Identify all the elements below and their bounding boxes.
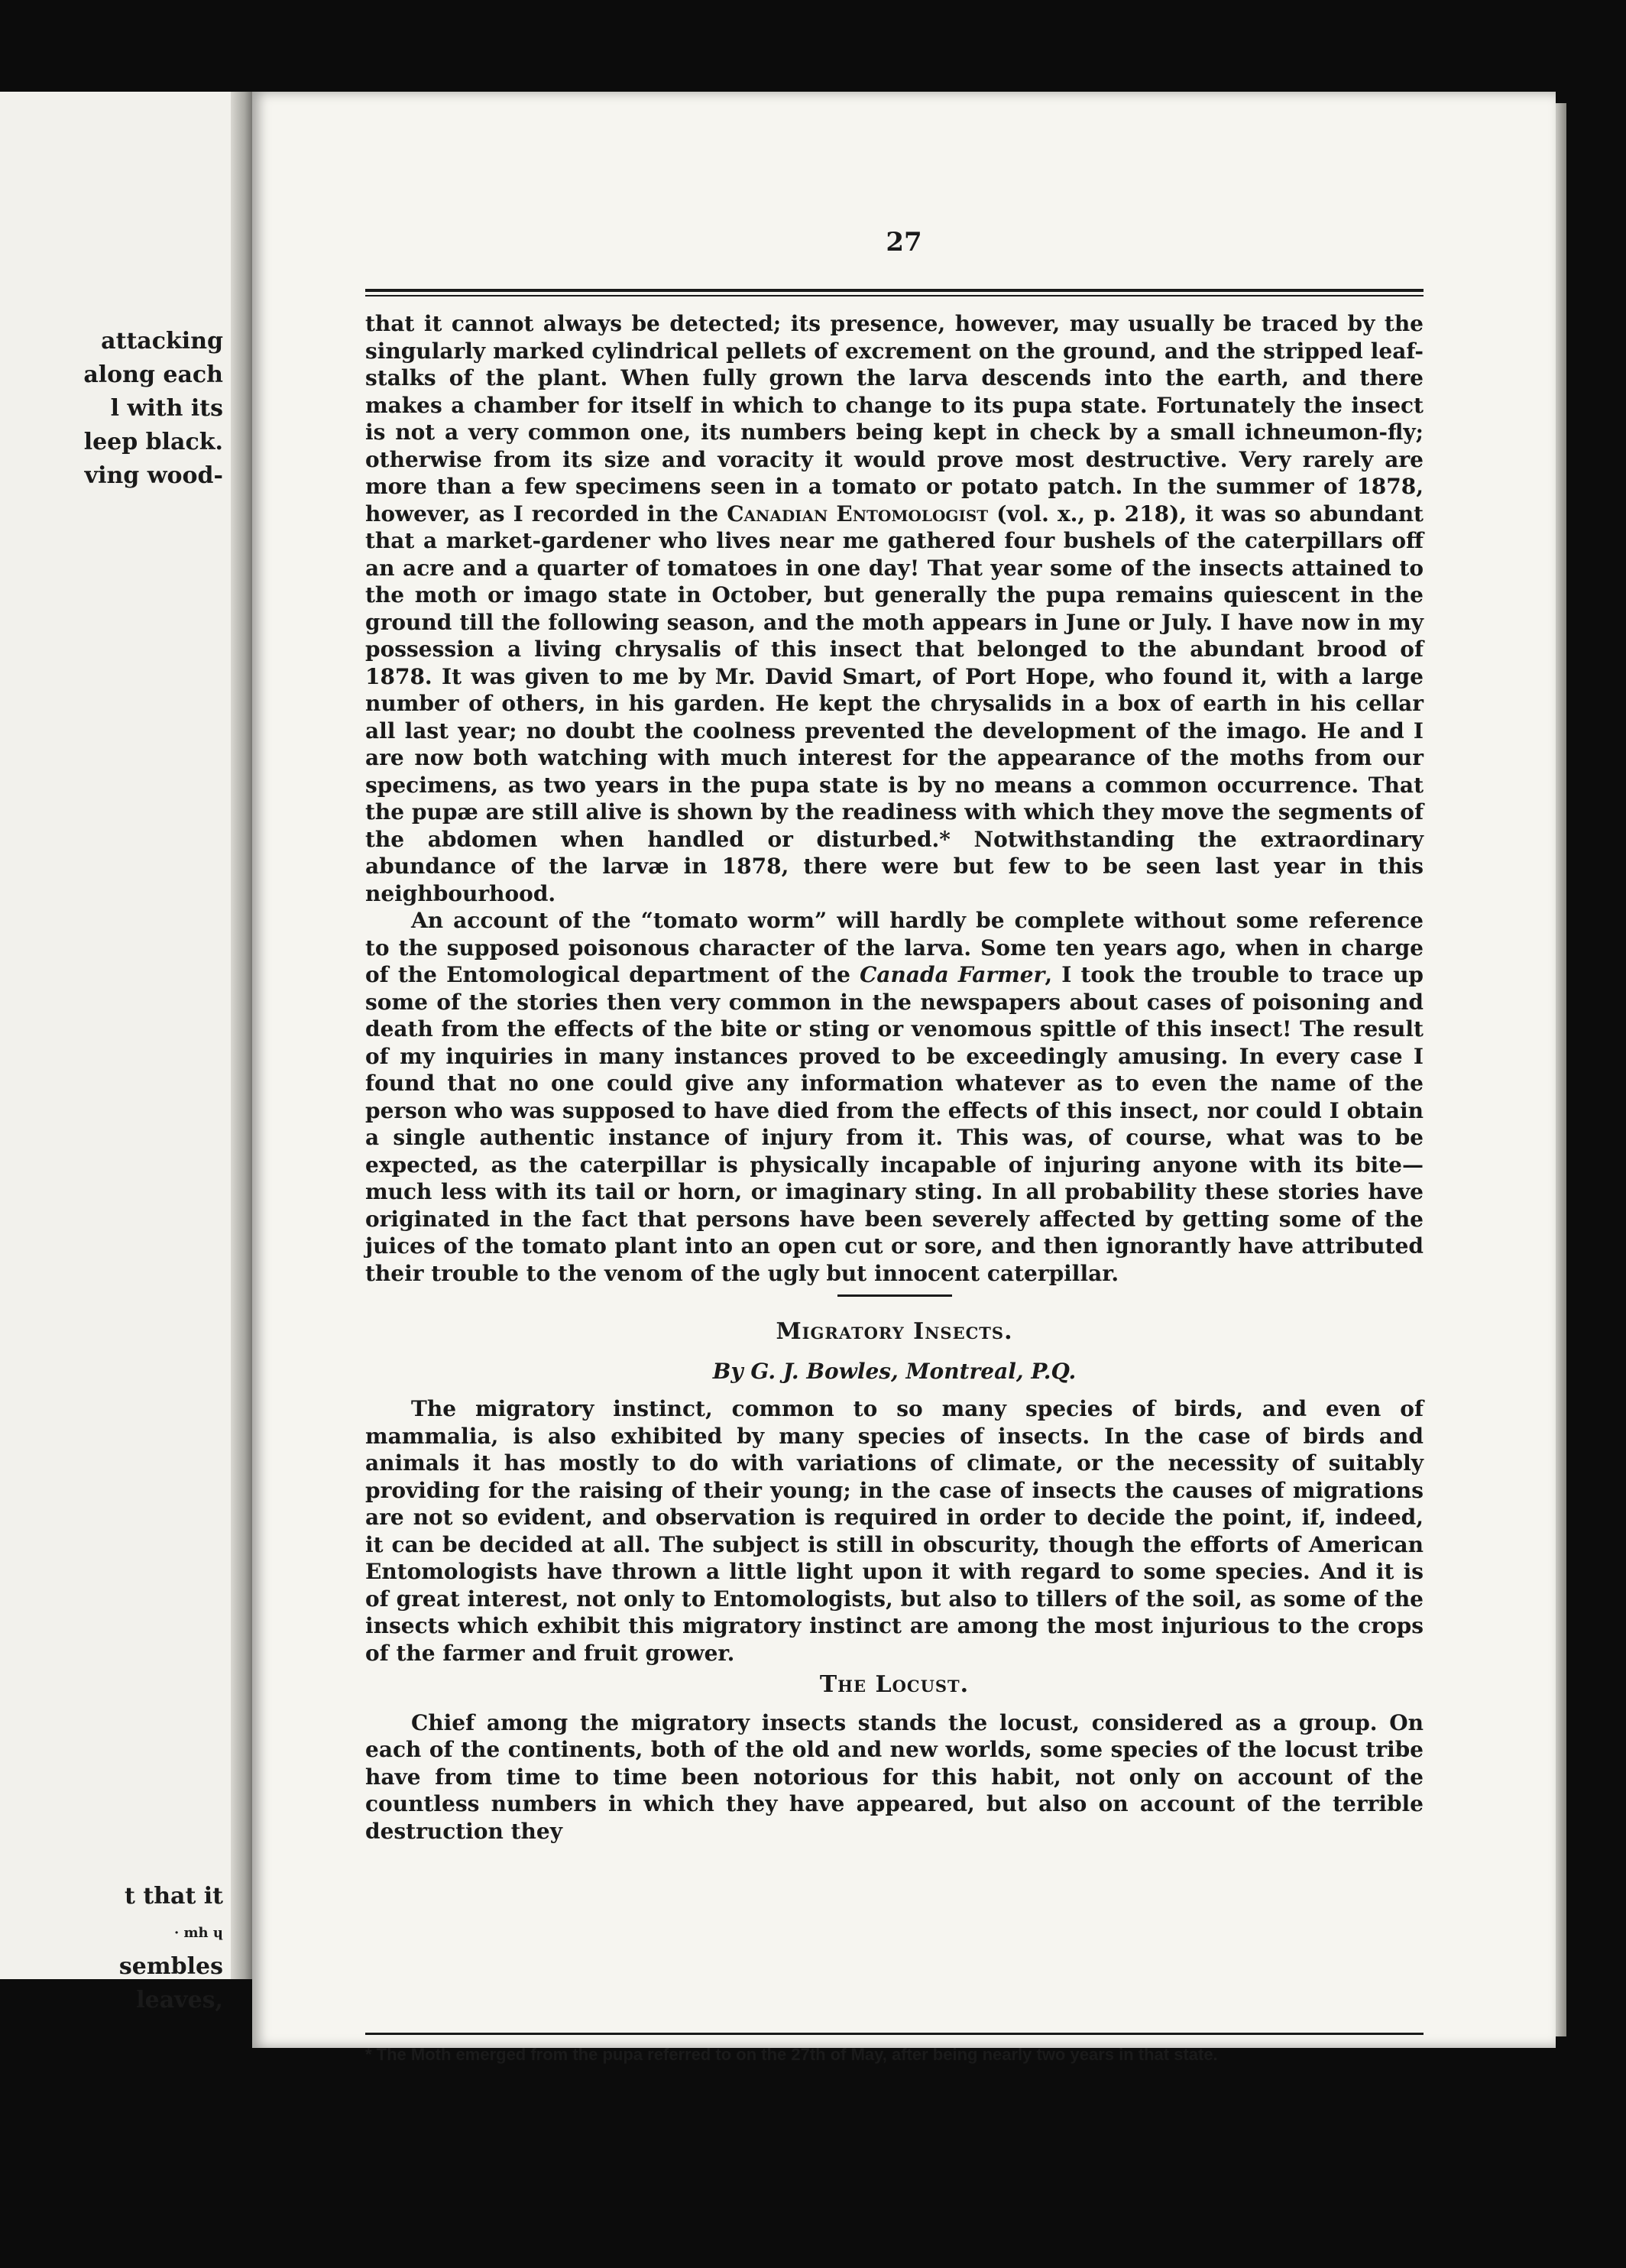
subsection-title: The Locust. [819, 1671, 970, 1698]
header-rule-thin [365, 295, 1424, 296]
newspaper-name: Canada Farmer [860, 962, 1045, 987]
text-column [365, 310, 1424, 1845]
paragraph-tomato-worm-continued: that it cannot always be detected; its presence, however, may usually be traced by the singularly marked cylindrical pellets of excrement on the ground, and the stripped leaf-stalks of the plant. When fully grown the larva descends into the earth, and there makes a chamber for itself in which to change to its pupa state. Fortunately the insect is not a very common one, its numbers being kept in check by a small ichneumon-fly; otherwise from its size and voracity it would prove most destructive. Very rarely are more than a few specimens seen in a tomato or potato patch. In the summer of 1878, however, as I recorded in the Canadian Entomologist (vol. x., p. 218), it was so abundant that a market-gardener who lives near me gathered four bushels of the caterpillars off an acre and a quarter of tomatoes in one day! That year some of the insects attained to the moth or imago state in October, but generally the pupa remains quiescent in the ground till the following season, and the moth appears in June or July. I have now in my possession a living chrysalis of this insect that belonged to the abundant brood of 1878. It was given to me by Mr. David Smart, of Port Hope, who found it, with a large number of others, in his garden. He kept the chrysalids in a box of earth in his cellar all last year; no doubt the coolness prevented the development of the imago. He and I are now both watching with much interest for the appearance of the moths from our specimens, as two years in the pupa state is by no means a common occurrence. That the pupæ are still alive is shown by the readiness with which they move the segments of the abdomen when handled or disturbed.* Notwithstanding the extraordinary abundance of the larvæ in 1878, there were but few to be seen last year in this neighbourhood. [365, 311, 1424, 906]
author-byline: By G. J. Bowles, Montreal, P.Q. [712, 1358, 1077, 1384]
page-number: 27 [886, 227, 922, 258]
paragraph-migratory-instinct: The migratory instinct, common to so many species of birds, and even of mammalia, is also exhibited by many species of insects. In the case of birds and animals it has mostly to do with variations of climate, or the necessity of suitably providing for the raising of their young; in the case of insects the causes of migrations are not so evident, and observation is required in order to decide the point, if, indeed, it can be decided at all. The subject is still in obscurity, though the efforts of American Entomologists have thrown a little light upon it with regard to some species. And it is of great interest, not only to Entomologists, but also to tillers of the soil, as some of the insects which exhibit this migratory instinct are among the most injurious to the crops of the farmer and fruit grower. [365, 1396, 1424, 1666]
section-divider [837, 1294, 952, 1297]
header-rule [365, 289, 1424, 292]
book-gutter [231, 92, 254, 1979]
left-page-fragments-top: attacking along each l with its leep black. ving wood- [83, 328, 223, 489]
left-page-fragments-bottom: t that it · mh ɥ sembles leaves, [118, 1883, 223, 2014]
footnote-rule [365, 2033, 1424, 2035]
left-page-strip [0, 92, 231, 2014]
book-page [252, 92, 1556, 2064]
journal-name: Canadian Entomologist [727, 501, 989, 526]
page-edge [1556, 103, 1566, 2036]
paragraph-locust: Chief among the migratory insects stands the locust, considered as a group. On each of the continents, both of the old and new worlds, some species of the locust tribe have from time to time been notorious for this habit, not only on account of the countless numbers in which they have appeared, but also on account of the terrible destruction they [365, 1709, 1424, 1844]
section-title: Migratory Insects. [776, 1318, 1013, 1345]
footnote: * The Moth emerged from the pupa referred to on the 27th of May, after being nearly two years in that state. [365, 2045, 1218, 2064]
paragraph-poison-reference: An account of the “tomato worm” will hardly be complete without some reference to the supposed poisonous character of the larva. Some ten years ago, when in charge of the Entomological department of the Canada Farmer, I took the trouble to trace up some of the stories then very common in the newspapers about cases of poisoning and death from the effects of the bite or sting or venomous spittle of this insect! The result of my inquiries in many instances proved to be exceedingly amusing. In every case I found that no one could give any information whatever as to even the name of the person who was supposed to have died from the effects of this insect, nor could I obtain a single authentic instance of injury from it. This was, of course, what was to be expected, as the caterpillar is physically incapable of injuring anyone with its bite—much less with its tail or horn, or imaginary sting. In all probability these stories have originated in the fact that persons have been severely affected by getting some of the juices of the tomato plant into an open cut or sore, and then ignorantly have attributed their trouble to the venom of the ugly but innocent caterpillar. [365, 908, 1424, 1286]
